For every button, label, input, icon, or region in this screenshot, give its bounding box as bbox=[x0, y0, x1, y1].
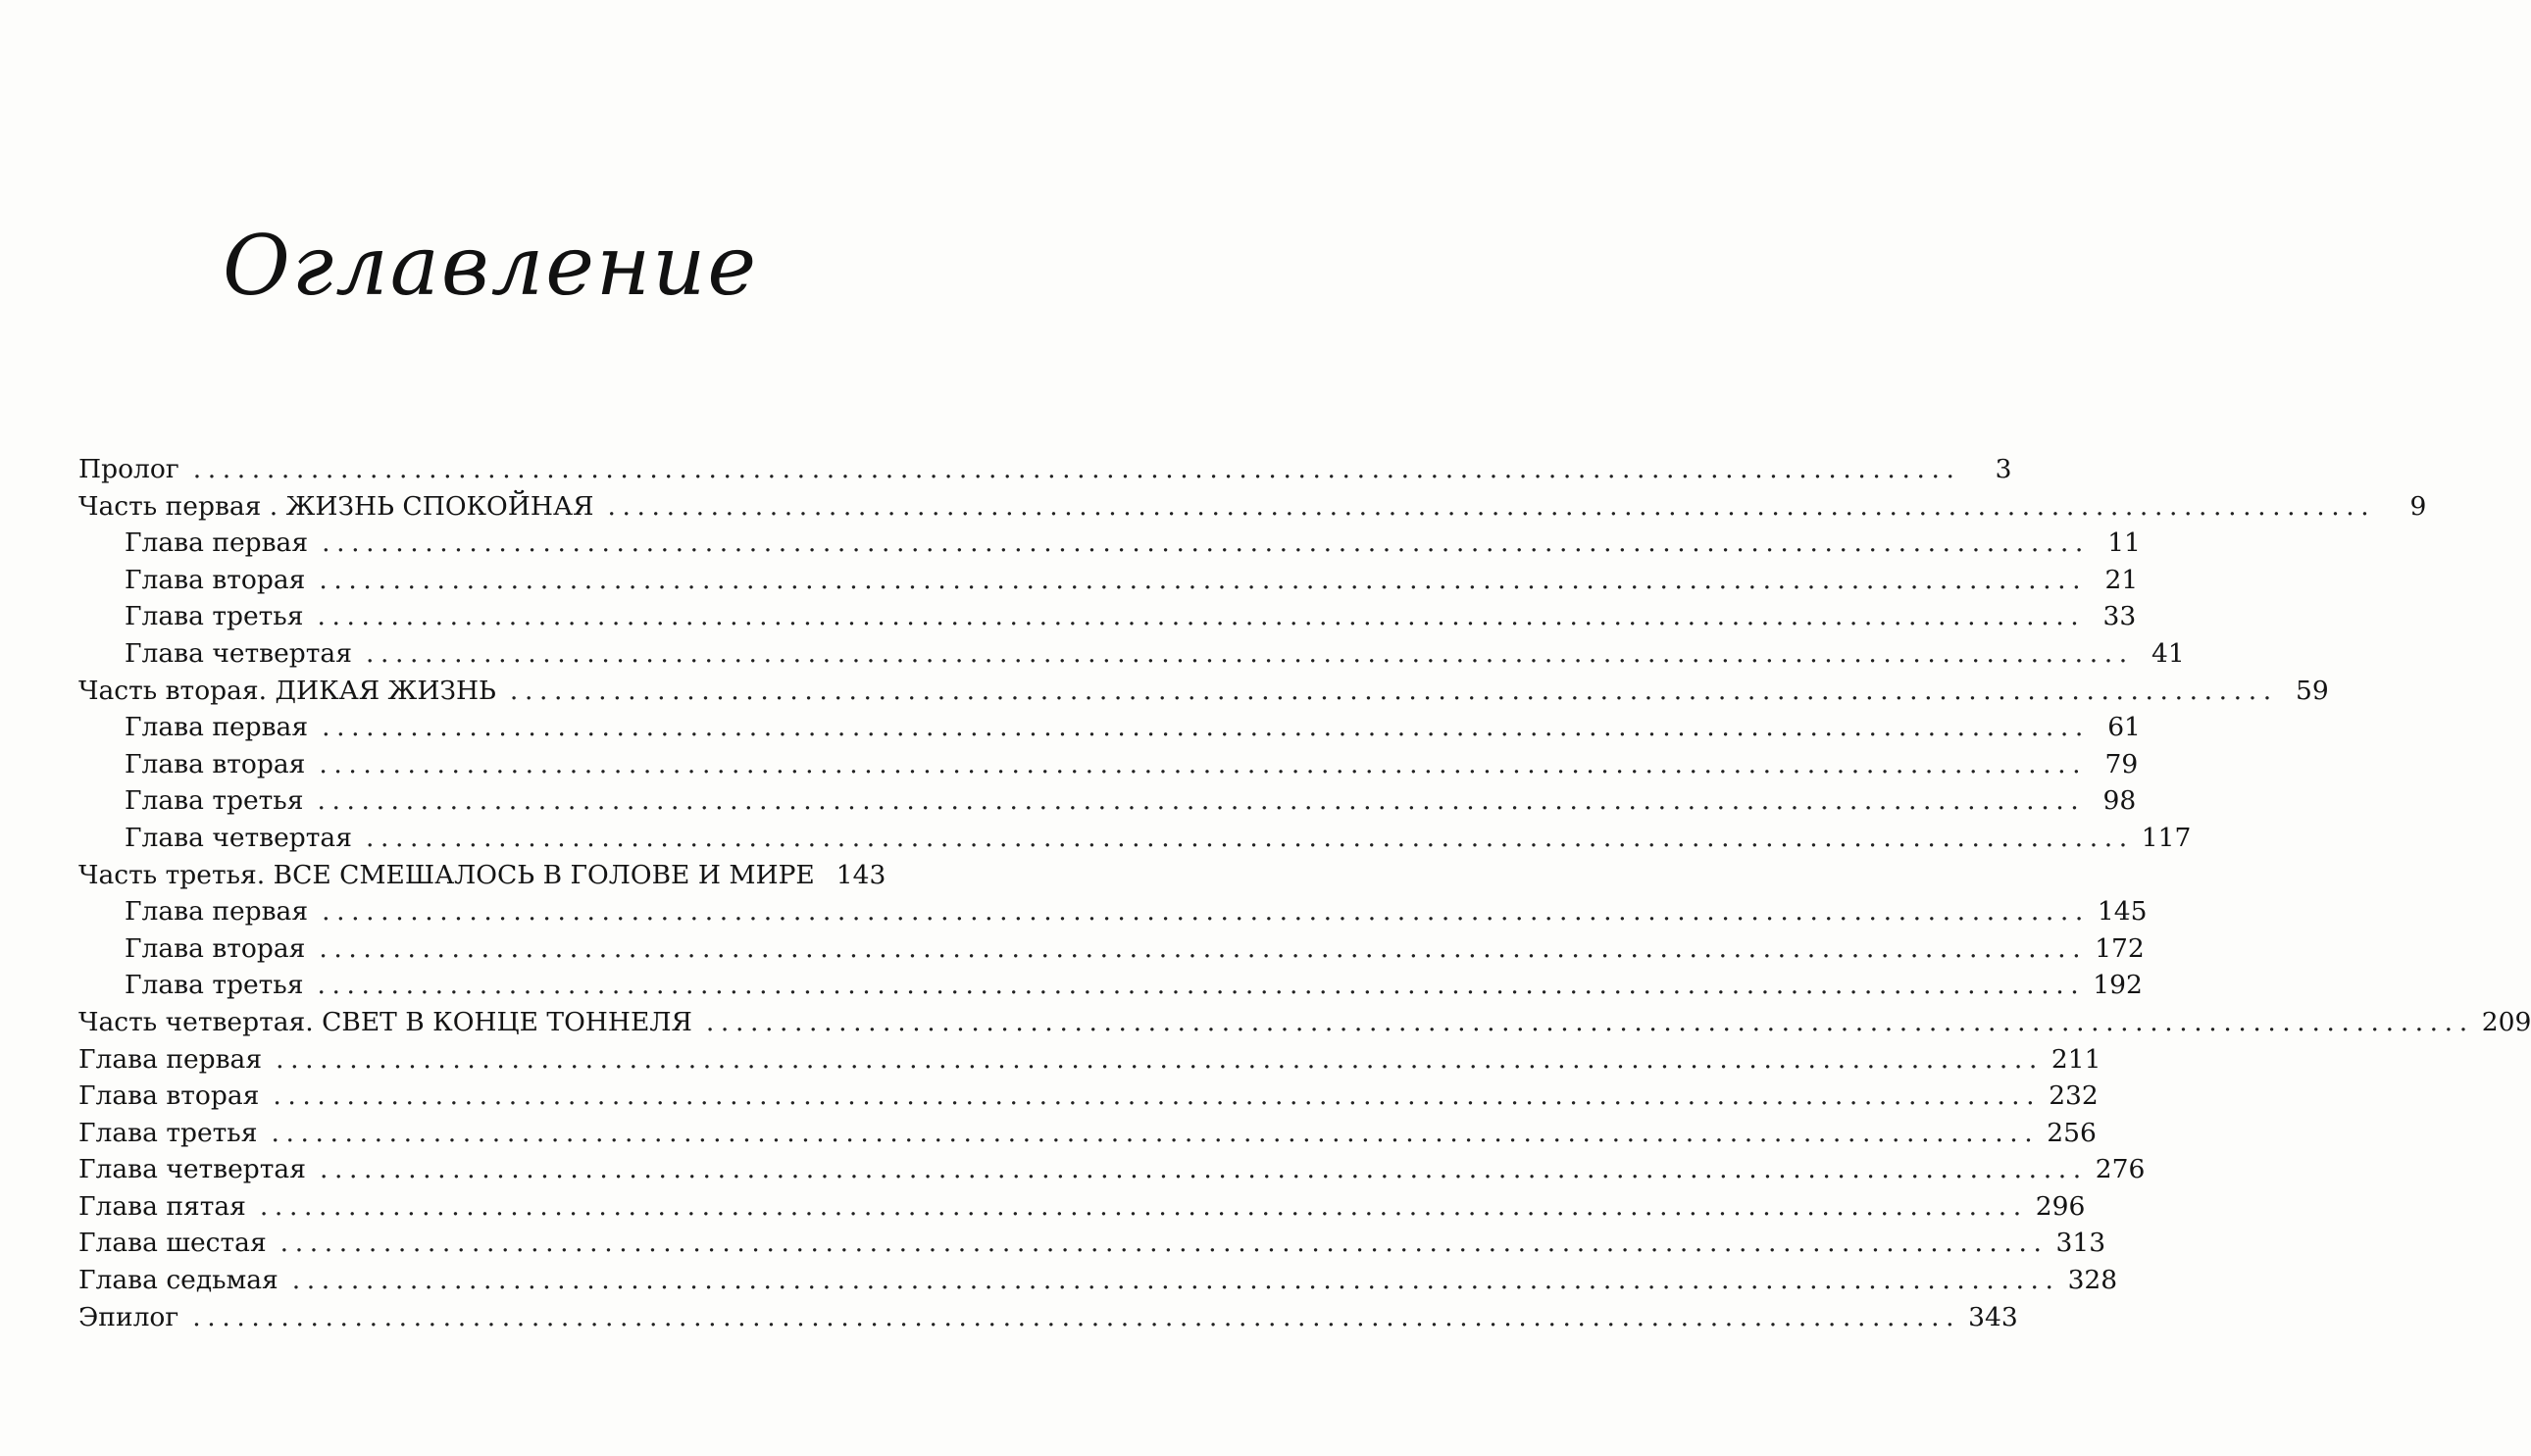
toc-entry[interactable] bbox=[78, 1188, 2086, 1226]
toc-entry[interactable] bbox=[78, 451, 2012, 488]
toc-entry[interactable] bbox=[78, 635, 2185, 673]
toc-entry-label: Глава четвертая bbox=[125, 637, 352, 669]
toc-entry[interactable] bbox=[78, 488, 2427, 526]
toc-entry-label: Часть вторая. ДИКАЯ ЖИЗНЬ bbox=[78, 675, 496, 706]
toc-entry-label: Глава третья bbox=[125, 970, 304, 1001]
dot-leader: ........................................................................................................................ bbox=[319, 932, 2088, 964]
toc-entry[interactable] bbox=[78, 562, 2139, 599]
dot-leader: ........................................................................................................................ bbox=[317, 970, 2086, 1001]
toc-entry-label: Глава шестая bbox=[78, 1228, 267, 1259]
toc-entry[interactable] bbox=[78, 857, 886, 894]
toc-entry[interactable] bbox=[78, 1151, 2146, 1188]
dot-leader: ........................................................................................................................ bbox=[271, 1117, 2040, 1148]
toc-entry-page-number: 232 bbox=[2049, 1080, 2099, 1112]
dot-leader: ........................................................................................................................ bbox=[259, 1190, 2028, 1222]
dot-leader: ........................................................................................................................ bbox=[319, 748, 2088, 779]
toc-entry-page-number: 33 bbox=[2102, 601, 2137, 632]
toc-entry-label: Глава четвертая bbox=[78, 1154, 306, 1185]
toc-entry-page-number: 256 bbox=[2047, 1117, 2097, 1148]
toc-entry[interactable] bbox=[78, 1225, 2106, 1262]
dot-leader: ........................................................................................................................ bbox=[319, 564, 2088, 595]
dot-leader: ........................................................................................................................ bbox=[509, 675, 2278, 706]
toc-entry-label: Глава третья bbox=[78, 1117, 258, 1148]
toc-entry-label: Глава третья bbox=[125, 601, 304, 632]
toc-entry-page-number: 21 bbox=[2104, 564, 2139, 595]
toc-entry-page-number: 11 bbox=[2107, 527, 2141, 559]
dot-leader: ........................................................................................................................ bbox=[273, 1080, 2042, 1112]
toc-entry[interactable] bbox=[78, 1041, 2101, 1079]
toc-entry[interactable] bbox=[78, 709, 2141, 746]
toc-entry-page-number: 145 bbox=[2097, 896, 2148, 928]
table-of-contents bbox=[78, 451, 2531, 1335]
toc-entry[interactable] bbox=[78, 930, 2145, 968]
dot-leader: ........................................................................................................................ bbox=[607, 490, 2376, 522]
dot-leader: ........................................................................................................................ bbox=[322, 527, 2090, 559]
toc-entry-page-number: 192 bbox=[2093, 970, 2143, 1001]
toc-entry-label: Глава первая bbox=[125, 712, 309, 743]
dot-leader: ........................................................................................................................ bbox=[279, 1228, 2049, 1259]
toc-entry-label: Часть первая . ЖИЗНЬ СПОКОЙНАЯ bbox=[78, 490, 594, 522]
toc-entry[interactable] bbox=[78, 893, 2148, 930]
toc-entry[interactable] bbox=[78, 1115, 2097, 1152]
toc-entry-label: Глава вторая bbox=[78, 1080, 260, 1112]
toc-entry-page-number: 9 bbox=[2409, 490, 2427, 522]
toc-entry-page-number: 79 bbox=[2104, 748, 2139, 779]
dot-leader: ........................................................................................................................ bbox=[319, 1154, 2088, 1185]
toc-entry-page-number: 343 bbox=[1968, 1301, 2018, 1332]
toc-entry[interactable] bbox=[78, 820, 2192, 857]
toc-entry[interactable] bbox=[78, 1078, 2099, 1115]
toc-entry[interactable] bbox=[78, 1262, 2118, 1299]
dot-leader: ........................................................................................................................ bbox=[192, 454, 1961, 484]
toc-entry-page-number: 276 bbox=[2095, 1154, 2146, 1185]
toc-entry-label: Глава первая bbox=[125, 896, 309, 928]
toc-entry-label: Глава вторая bbox=[125, 748, 306, 779]
toc-entry-label: Глава пятая bbox=[78, 1190, 246, 1222]
toc-entry[interactable] bbox=[78, 746, 2139, 783]
toc-entry-page-number: 211 bbox=[2050, 1043, 2101, 1075]
toc-entry-page-number: 61 bbox=[2107, 712, 2141, 743]
toc-entry-label: Часть четвертая. СВЕТ В КОНЦЕ ТОННЕЛЯ bbox=[78, 1006, 692, 1037]
dot-leader: ........................................................................................................................ bbox=[192, 1301, 1961, 1332]
toc-entry-page-number: 143 bbox=[835, 859, 886, 890]
dot-leader: ........................................................................................................................ bbox=[276, 1043, 2044, 1075]
toc-entry-page-number: 3 bbox=[1995, 454, 2012, 484]
page-title: Оглавление bbox=[222, 218, 759, 314]
dot-leader: ........................................................................................................................ bbox=[317, 601, 2086, 632]
toc-entry-label: Глава четвертая bbox=[125, 822, 352, 853]
toc-entry-page-number: 98 bbox=[2102, 785, 2137, 817]
dot-leader: ........................................................................................................................ bbox=[322, 896, 2090, 928]
toc-entry-label: Глава вторая bbox=[125, 932, 306, 964]
toc-entry-label: Глава третья bbox=[125, 785, 304, 817]
toc-entry-label: Глава первая bbox=[78, 1043, 263, 1075]
toc-entry-page-number: 172 bbox=[2095, 932, 2145, 964]
toc-entry-page-number: 328 bbox=[2067, 1265, 2118, 1296]
toc-entry-label: Эпилог bbox=[78, 1301, 179, 1332]
toc-entry-label: Глава вторая bbox=[125, 564, 306, 595]
toc-entry[interactable] bbox=[78, 1004, 2531, 1041]
toc-entry[interactable] bbox=[78, 525, 2141, 562]
toc-entry[interactable] bbox=[78, 967, 2143, 1004]
dot-leader: ........................................................................................................................ bbox=[705, 1006, 2474, 1037]
toc-entry-label: Глава седьмая bbox=[78, 1265, 278, 1296]
toc-entry-page-number: 296 bbox=[2035, 1190, 2086, 1222]
dot-leader: ........................................................................................................................ bbox=[365, 822, 2134, 853]
toc-entry-label: Часть третья. ВСЕ СМЕШАЛОСЬ В ГОЛОВЕ И МИРЕ bbox=[78, 859, 815, 890]
toc-entry-label: Глава первая bbox=[125, 527, 309, 559]
dot-leader: ........................................................................................................................ bbox=[365, 637, 2134, 669]
dot-leader: ........................................................................................................................ bbox=[322, 712, 2090, 743]
toc-entry-page-number: 209 bbox=[2481, 1006, 2531, 1037]
toc-entry[interactable] bbox=[78, 782, 2137, 820]
toc-entry-page-number: 59 bbox=[2296, 675, 2329, 706]
toc-entry[interactable] bbox=[78, 673, 2329, 710]
toc-entry[interactable] bbox=[78, 598, 2137, 635]
toc-entry-page-number: 117 bbox=[2141, 822, 2192, 853]
toc-entry-page-number: 41 bbox=[2151, 637, 2185, 669]
toc-entry[interactable] bbox=[78, 1299, 2018, 1336]
toc-entry-page-number: 313 bbox=[2055, 1228, 2106, 1259]
toc-entry-label: Пролог bbox=[78, 454, 179, 484]
dot-leader: ........................................................................................................................ bbox=[291, 1265, 2060, 1296]
dot-leader: ........................................................................................................................ bbox=[317, 785, 2086, 817]
